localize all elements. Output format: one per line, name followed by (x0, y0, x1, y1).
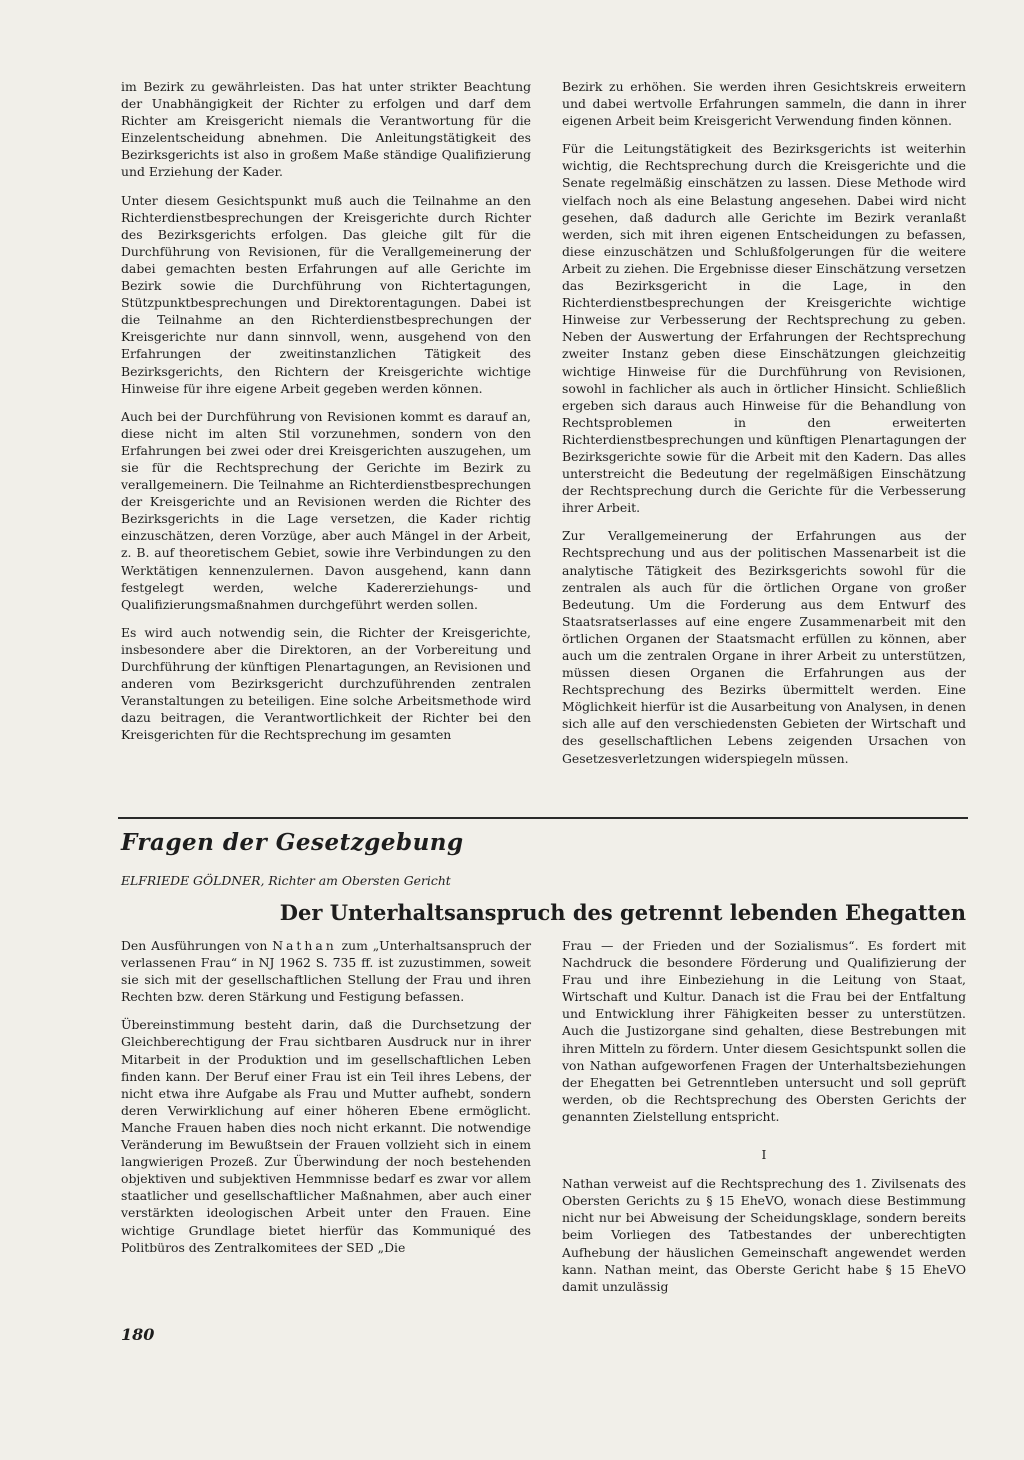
text: zum „Unterhaltsanspruch der verlassenen Frau“ in NJ 1962 S. 735 ff. ist zuzustimmen, soweit sie sich mit der gesellschaftlichen Stellung der Frau und ihren Rechten bzw. deren Stärkung und Festigung befassen. (121, 938, 531, 1005)
top-right-column (562, 78, 966, 767)
text: Den Ausführungen von (121, 938, 273, 953)
article-title: Der Unterhaltsanspruch des getrennt lebenden Ehegatten (279, 900, 966, 925)
paragraph: Unter diesem Gesichtspunkt muß auch die Teilnahme an den Richterdienstbesprechungen der Kreisgerichte durch Richter des Bezirksgerichts erfolgen. Das gleiche gilt für die Durchführung von Revisionen, für die Verallgemeinerung der dabei gemachten besten Erfahrungen auf alle Gerichte im Bezirk sowie die Durchführung von Richtertagungen, Stützpunktbesprechungen und Direktorentagungen. Dabei ist die Teilnahme an den Richterdienstbesprechungen der Kreisgerichte nur dann sinnvoll, wenn, ausgehend von den Erfahrungen der zweitinstanzlichen Tätigkeit des Bezirksgerichts, den Richtern der Kreisgerichte wichtige Hinweise für ihre eigene Arbeit gegeben werden können. (121, 192, 531, 396)
section-heading: Fragen der Gesetzgebung (121, 829, 464, 856)
author-byline: ELFRIEDE GÖLDNER, Richter am Obersten Gericht (121, 873, 451, 888)
spacer (562, 1136, 966, 1146)
paragraph: Bezirk zu erhöhen. Sie werden ihren Gesichtskreis erweitern und dabei wertvolle Erfahrungen sammeln, die dann in ihrer eigenen Arbeit beim Kreisgericht Verwendung finden können. (562, 79, 966, 129)
article-left-column (121, 937, 531, 1256)
paragraph: Übereinstimmung besteht darin, daß die Durchsetzung der Gleichberechtigung der Frau sichtbaren Ausdruck nur in ihrer Mitarbeit in der Produktion und im gesellschaftlichen Leben finden kann. Der Beruf einer Frau ist ein Teil ihres Lebens, der nicht etwa ihre Aufgabe als Frau und Mutter aufhebt, sondern deren Verwirklichung auf einer höheren Ebene ermöglicht. Manche Frauen haben dies noch nicht erkannt. Die notwendige Veränderung im Bewußtsein der Frauen vollzieht sich in einem langwierigen Prozeß. Zur Überwindung der noch bestehenden objektiven und subjektiven Hemmnisse bedarf es zwar vor allem staatlicher und gesellschaftlicher Maßnahmen, aber auch einer verstärkten ideologischen Arbeit unter den Frauen. Eine wichtige Grundlage bietet hierfür das Kommuniqué des Politbüros des Zentralkomitees der SED „Die (121, 1017, 531, 1255)
paragraph: Für die Leitungstätigkeit des Bezirksgerichts ist weiterhin wichtig, die Rechtsprechung durch die Kreisgerichte und die Senate regelmäßig einschätzen zu lassen. Diese Methode wird vielfach noch als eine Belastung angesehen. Dabei wird nicht gesehen, daß dadurch alle Gerichte im Bezirk veranlaßt werden, sich mit ihren eigenen Entscheidungen zu befassen, diese einzuschätzen und Schlußfolgerungen für die weitere Arbeit zu ziehen. Die Ergebnisse dieser Einschätzung versetzen das Bezirksgericht in die Lage, in den Richterdienstbesprechungen der Kreisgerichte wichtige Hinweise zur Verbesserung der Rechtsprechung zu geben. Neben der Auswertung der Erfahrungen der Rechtsprechung zweiter Instanz geben diese Einschätzungen gleichzeitig wichtige Hinweise für die Durchführung von Revisionen, sowohl in fachlicher als auch in örtlicher Hinsicht. Schließlich ergeben sich daraus auch Hinweise für die Behandlung von Rechtsproblemen in den erweiterten Richterdienstbesprechungen und künftigen Plenartagungen der Bezirksgerichte sowie für die Arbeit mit den Kadern. Das alles unterstreicht die Bedeutung der regelmäßigen Einschätzung der Rechtsprechung durch die Gerichte für die Verbesserung ihrer Arbeit. (562, 141, 966, 516)
section-number: I (761, 1147, 767, 1163)
section-divider (118, 817, 968, 819)
author-name: Nathan (272, 938, 337, 953)
paragraph: im Bezirk zu gewährleisten. Das hat unter strikter Beachtung der Unabhängigkeit der Richter zu erfolgen und darf dem Richter am Kreisgericht niemals die Verantwortung für die Einzelentscheidung abnehmen. Die Anleitungstätigkeit des Bezirksgerichts ist also in großem Maße ständige Qualifizierung und Erziehung der Kader. (121, 79, 531, 180)
paragraph: Nathan verweist auf die Rechtsprechung des 1. Zivilsenats des Obersten Gerichts zu § 15 EheVO, wonach diese Bestimmung nicht nur bei Abweisung der Scheidungsklage, sondern bereits beim Vorliegen des Tatbestandes der unberechtigten Aufhebung der häuslichen Gemeinschaft angewendet werden kann. Nathan meint, das Oberste Gericht habe § 15 EheVO damit unzulässig (562, 1176, 966, 1294)
paragraph: Frau — der Frieden und der Sozialismus“. Es fordert mit Nachdruck die besondere Förderung und Qualifizierung der Frau und ihre Einbeziehung in die Leitung von Staat, Wirtschaft und Kultur. Danach ist die Frau bei der Entfaltung und Entwicklung ihrer Fähigkeiten besser zu unterstützen. Auch die Justizorgane sind gehalten, diese Bestrebungen mit ihren Mitteln zu fördern. Unter diesem Gesichtspunkt sollen die von Nathan aufgeworfenen Fragen der Unterhaltsbeziehungen der Ehegatten bei Getrenntleben untersucht und soll geprüft werden, ob die Rechtsprechung des Obersten Gerichts der genannten Zielstellung entspricht. (562, 938, 966, 1124)
paragraph (121, 937, 531, 1005)
paragraph: Zur Verallgemeinerung der Erfahrungen aus der Rechtsprechung und aus der politischen Massenarbeit ist die analytische Tätigkeit des Bezirksgerichts sowohl für die zentralen als auch für die örtlichen Organe von großer Bedeutung. Um die Forderung aus dem Entwurf des Staatsratserlasses auf eine engere Zusammenarbeit mit den örtlichen Organen der Staatsmacht erfüllen zu können, aber auch um die zentralen Organe in ihrer Arbeit zu unterstützen, müssen diesen Organen die Erfahrungen aus der Rechtsprechung des Bezirks übermittelt werden. Eine Möglichkeit hierfür ist die Ausarbeitung von Analysen, in denen sich alle auf den verschiedensten Gebieten der Wirtschaft und des gesellschaftlichen Lebens zeigenden Ursachen von Gesetzesverletzungen widerspiegeln müssen. (562, 528, 966, 766)
paragraph: Es wird auch notwendig sein, die Richter der Kreisgerichte, insbesondere aber die Direktoren, an der Vorbereitung und Durchführung der künftigen Plenartagungen, an Revisionen und anderen vom Bezirksgericht durchzuführenden zentralen Veranstaltungen zu beteiligen. Eine solche Arbeitsmethode wird dazu beitragen, die Verantwortlichkeit der Richter bei den Kreisgerichten für die Rechtsprechung im gesamten (121, 624, 531, 743)
paragraph: Auch bei der Durchführung von Revisionen kommt es darauf an, diese nicht im alten Stil vorzunehmen, sondern von den Erfahrungen bei zwei oder drei Kreisgerichten auszugehen, um sie für die Rechtsprechung der Gerichte im Bezirk zu verallgemeinern. Die Teilnahme an Richterdienstbesprechungen der Kreisgerichte und an Revisionen werden die Richter des Bezirksgerichts in die Lage versetzen, die Kader richtig einzuschätzen, deren Vorzüge, aber auch Mängel in der Arbeit, z. B. auf theoretischem Gebiet, sowie ihre Verbindungen zu den Werktätigen kennenzulernen. Davon ausgehend, kann dann festgelegt werden, welche Kadererziehungs- und Qualifizierungsmaßnahmen durchgeführt werden sollen. (121, 408, 531, 612)
top-left-column (121, 78, 531, 743)
article-right-column (562, 937, 966, 1295)
page-number: 180 (121, 1325, 155, 1344)
